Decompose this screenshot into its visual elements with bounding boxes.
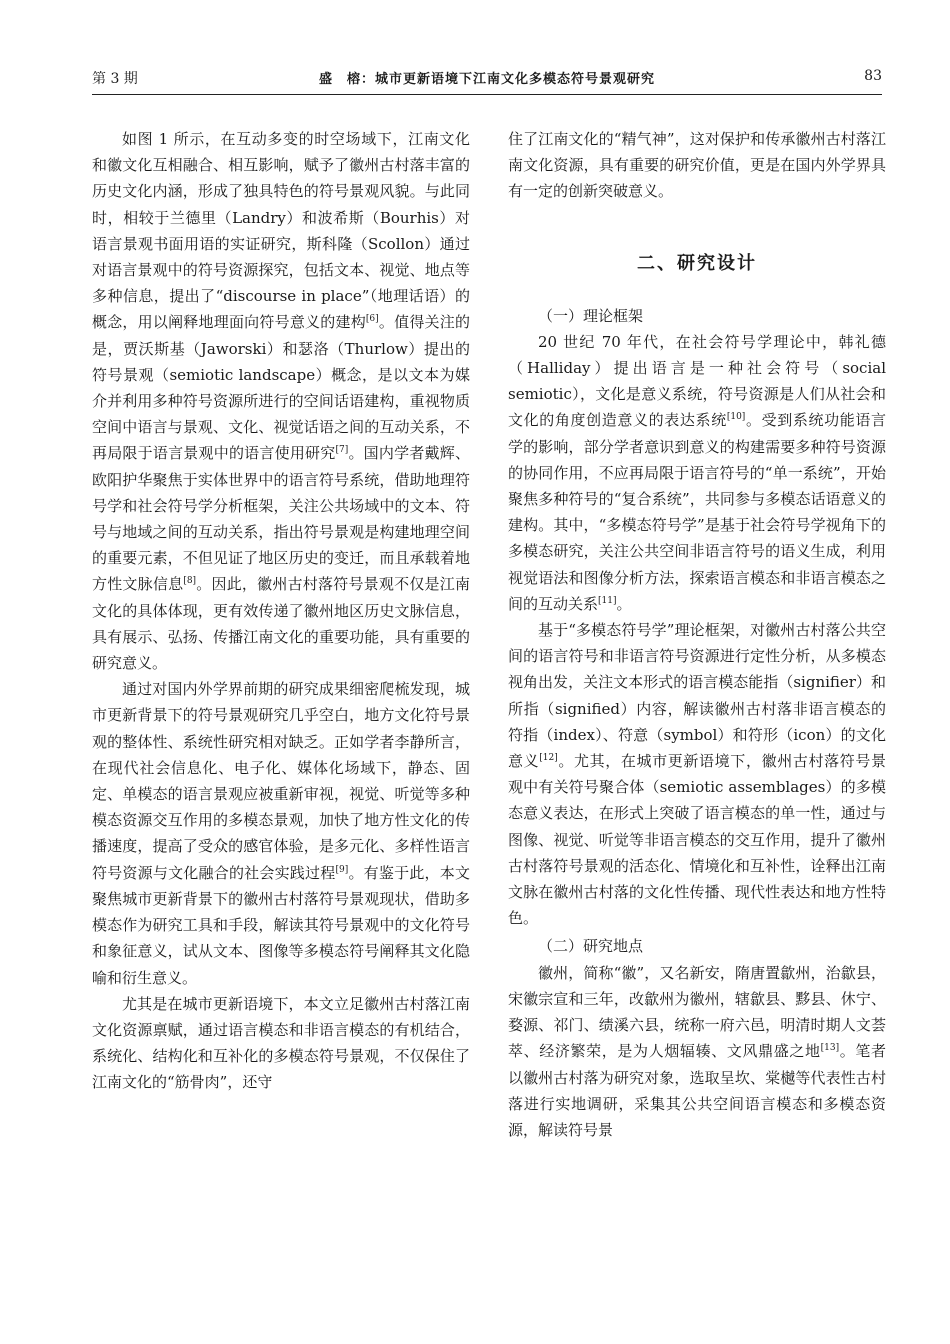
paragraph: 如图 1 所示，在互动多变的时空场域下，江南文化和徽文化互相融合、相互影响，赋予了徽州古村落丰富的历史文化内涵，形成了独具特色的符号景观风貌。与此同时，相较于兰德里（Landry）和波希斯（Bourhis）对语言景观书面用语的实证研究，斯科隆（Scollon）通过对语言景观中的符号资源探究，包括文本、视觉、地点等多种信息，提出了“discourse in place”（地理话语）的概念，用以阐释地理面向符号意义的建构[6]。值得关注的是，贾沃斯基（Jaworski）和瑟洛（Thurlow）提出的符号景观（semiotic landscape）概念，是以文本为媒介并利用多种符号资源所进行的空间话语建构，重视物质空间中语言与景观、文化、视觉话语之间的互动关系，不再局限于语言景观中的语言使用研究[7]。国内学者戴辉、欧阳护华聚焦于实体世界中的语言符号系统，借助地理符号学和社会符号学分析框架，关注公共场域中的文本、符号与地域之间的互动关系，指出符号景观是构建地理空间的重要元素，不但见证了地区历史的变迁，而且承载着地方性文脉信息[8]。因此，徽州古村落符号景观不仅是江南文化的具体体现，更有效传递了徽州地区历史文脉信息，具有展示、弘扬、传播江南文化的重要功能，具有重要的研究意义。 [92,130,470,673]
paragraph-continued: 住了江南文化的“精气神”，这对保护和传承徽州古村落江南文化资源，具有重要的研究价值，更是在国内外学界具有一定的创新突破意义。 [508,130,886,201]
subsection-title: （一）理论框架 [538,306,644,325]
citation: [8] [183,576,197,587]
citation: [11] [598,595,617,606]
paragraph: 基于“多模态符号学”理论框架，对徽州古村落公共空间的语言符号和非语言符号资源进行定性分析，从多模态视角出发，关注文本形式的语言模态能指（signifier）和所指（signified）内容，解读徽州古村落非语言模态的符指（index）、符意（symbol）和符形（icon）的文化意义[12]。尤其，在城市更新语境下，徽州古村落符号景观中有关符号聚合体（semiotic assemblages）的多模态意义表达，在形式上突破了语言模态的单一性，通过与图像、视觉、听觉等非语言模态的交互作用，提升了徽州古村落符号景观的活态化、情境化和互补性，诠释出江南文脉在徽州古村落的文化性传播、现代性表达和地方性特色。 [508,621,886,928]
right-column [508,126,886,1143]
left-column [92,126,470,1096]
section-title: 二、研究设计 [637,252,757,274]
citation: [13] [820,1043,840,1054]
running-title: 盛 榕：城市更新语境下江南文化多模态符号景观研究 [318,72,655,87]
running-header [92,64,882,95]
citation: [10] [726,412,746,423]
paragraph: 尤其是在城市更新语境下，本文立足徽州古村落江南文化资源禀赋，通过语言模态和非语言模态的有机结合，系统化、结构化和互补化的多模态符号景观，不仅保住了江南文化的“筋骨肉”，还守 [92,994,470,1092]
subsection-title: （二）研究地点 [538,937,644,956]
citation: [12] [539,753,558,764]
paragraph: 20 世纪 70 年代，在社会符号学理论中，韩礼德（Halliday）提出语言是一种社会符号（social semiotic），文化是意义系统，符号资源是人们从社会和文化的角度创造意义的表达系统[10]。受到系统功能语言学的影响，部分学者意识到意义的构建需要多种符号资源的协同作用，不应再局限于语言符号的“单一系统”，开始聚焦多种符号的“复合系统”，共同参与多模态话语意义的建构。其中，“多模态符号学”是基于社会符号学视角下的多模态研究，关注公共空间非语言符号的语义生成，利用视觉语法和图像分析方法，探索语言模态和非语言模态之间的互动关系[11]。 [508,332,886,613]
citation: [9] [335,864,349,875]
page-number: 83 [864,68,882,84]
issue-number: 第 3 期 [92,71,138,87]
citation: [6] [365,314,379,325]
citation: [7] [335,445,349,456]
paragraph: 通过对国内外学界前期的研究成果细密爬梳发现，城市更新背景下的符号景观研究几乎空白，地方文化符号景观的整体性、系统性研究相对缺乏。正如学者李静所言，在现代社会信息化、电子化、媒体化场域下，静态、固定、单模态的语言景观应被重新审视，视觉、听觉等多种模态资源交互作用的多模态景观，加快了地方性文化的传播速度，提高了受众的感官体验，是多元化、多样性语言符号资源与文化融合的社会实践过程[9]。有鉴于此，本文聚焦城市更新背景下的徽州古村落符号景观现状，借助多模态作为研究工具和手段，解读其符号景观中的文化符号和象征意义，试从文本、图像等多模态符号阐释其文化隐喻和衍生意义。 [92,680,470,987]
paragraph: 徽州，简称“徽”，又名新安，隋唐置歙州，治歙县，宋徽宗宣和三年，改歙州为徽州，辖歙县、黟县、休宁、婺源、祁门、绩溪六县，统称一府六邑，明清时期人文荟萃、经济繁荣，是为人烟辐辏、文风鼎盛之地[13]。笔者以徽州古村落为研究对象，选取呈坎、棠樾等代表性古村落进行实地调研，采集其公共空间语言模态和多模态资源，解读符号景 [508,963,886,1139]
